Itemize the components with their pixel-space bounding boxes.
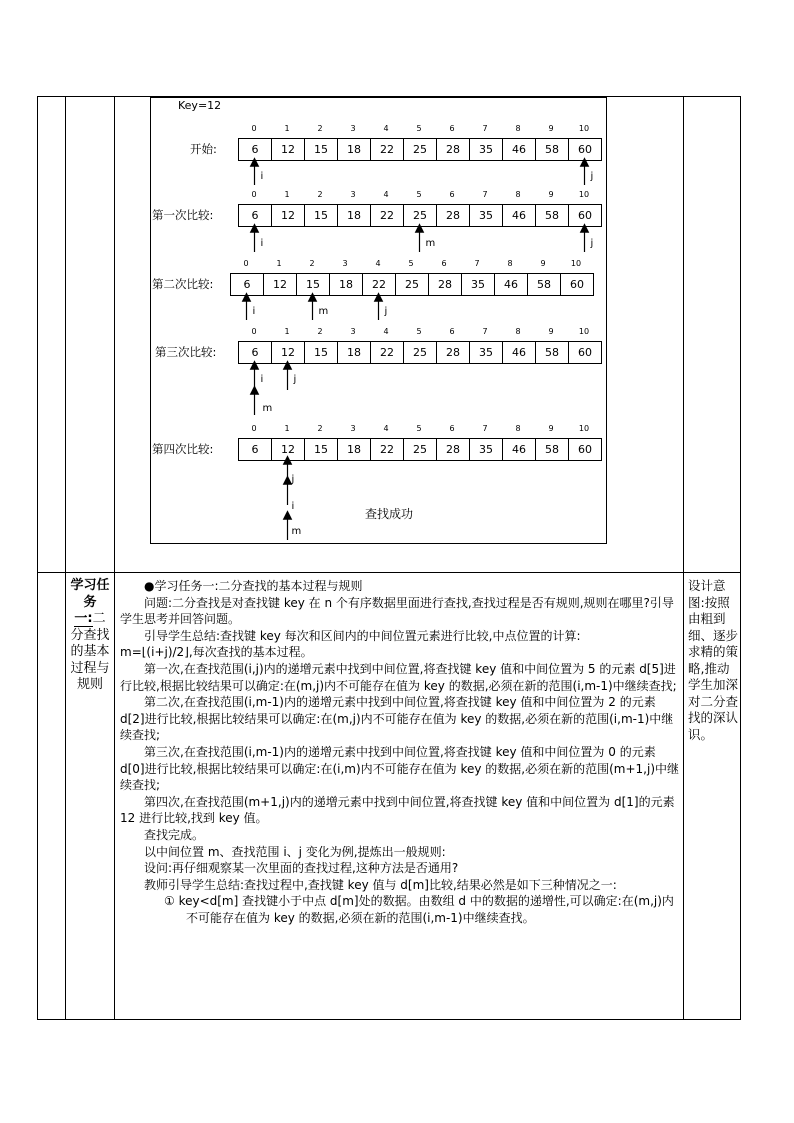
array-cell: 25	[404, 205, 437, 227]
array-cell: 28	[437, 205, 470, 227]
pointer-label: j	[293, 374, 297, 385]
row-label: 开始:	[190, 142, 217, 156]
success-label: 查找成功	[365, 507, 414, 521]
array-cell: 35	[470, 205, 503, 227]
paragraph-summary: 引导学生总结:查找键 key 每次和区间内的中间位置元素进行比较,中点位置的计算:	[144, 628, 581, 643]
index-label: 2	[317, 327, 323, 336]
index-label: 9	[548, 424, 554, 433]
array-cell: 28	[429, 274, 462, 296]
index-label: 2	[317, 124, 323, 133]
index-label: 1	[284, 190, 290, 199]
array-cell: 25	[404, 439, 437, 461]
array-cell: 22	[371, 439, 404, 461]
array-cell: 25	[404, 139, 437, 161]
array-cell: 35	[462, 274, 495, 296]
index-label: 3	[350, 424, 356, 433]
index-label: 0	[251, 327, 257, 336]
index-label: 8	[507, 259, 513, 268]
task-label-bold: 学习任务	[70, 578, 110, 610]
index-label: 8	[515, 124, 521, 133]
array-cell: 28	[437, 139, 470, 161]
index-label: 3	[350, 190, 356, 199]
index-label: 9	[548, 327, 554, 336]
array-cell: 28	[437, 342, 470, 364]
pointer-label: j	[590, 171, 594, 182]
index-label: 5	[408, 259, 414, 268]
array-cell: 15	[305, 139, 338, 161]
array-cell: 12	[272, 439, 305, 461]
array-cell: 35	[470, 342, 503, 364]
index-label: 7	[474, 259, 480, 268]
array-cell: 46	[503, 139, 536, 161]
index-label: 7	[482, 124, 488, 133]
index-label: 3	[350, 327, 356, 336]
index-label: 5	[416, 424, 422, 433]
array-cell: 35	[470, 139, 503, 161]
pointer-label: m	[262, 403, 273, 414]
array-cell: 18	[338, 205, 371, 227]
array-cell: 18	[338, 139, 371, 161]
index-label: 7	[482, 190, 488, 199]
array-cell: 25	[396, 274, 429, 296]
array-cell: 60	[569, 439, 602, 461]
index-label: 10	[570, 259, 582, 268]
array-cell: 46	[503, 342, 536, 364]
array-cell: 6	[239, 439, 272, 461]
array-cell: 60	[569, 139, 602, 161]
index-label: 6	[449, 327, 455, 336]
paragraph-teacher: 教师引导学生总结:查找过程中,查找键 key 值与 d[m]比较,结果必然是如下三种情况之一:	[144, 877, 617, 892]
index-label: 6	[449, 190, 455, 199]
index-label: 1	[284, 124, 290, 133]
index-label: 10	[578, 124, 590, 133]
index-label: 4	[383, 327, 389, 336]
array-cell: 15	[305, 439, 338, 461]
index-label: 8	[515, 190, 521, 199]
index-label: 4	[383, 424, 389, 433]
index-label: 2	[317, 424, 323, 433]
index-label: 0	[243, 259, 249, 268]
array-cell: 22	[371, 342, 404, 364]
index-label: 10	[578, 327, 590, 336]
array-cell: 58	[536, 439, 569, 461]
row-label: 第二次比较:	[152, 277, 214, 291]
pointer-label: j	[590, 238, 594, 249]
pointer-label: i	[291, 501, 295, 512]
index-label: 6	[449, 424, 455, 433]
pointer-label: i	[260, 374, 264, 385]
index-label: 8	[515, 424, 521, 433]
array-cell: 6	[231, 274, 264, 296]
array-cell: 22	[363, 274, 396, 296]
pointer-label: j	[384, 306, 388, 317]
array-cell: 22	[371, 139, 404, 161]
array-cell: 58	[536, 342, 569, 364]
index-label: 7	[482, 327, 488, 336]
row-label: 第一次比较:	[152, 208, 214, 222]
row-label: 第四次比较:	[152, 442, 214, 456]
array-cell: 46	[503, 205, 536, 227]
array-cell: 12	[272, 139, 305, 161]
index-label: 1	[276, 259, 282, 268]
paragraph-case1: ① key<d[m] 查找键小于中点 d[m]处的数据。由数组 d 中的数据的递增性,可以确定:在(m,j)内不可能存在值为 key 的数据,必须在新的范围(i,m-1)中继续查找。	[164, 894, 674, 925]
array-cell: 58	[528, 274, 561, 296]
index-label: 5	[416, 327, 422, 336]
task-label	[68, 578, 112, 694]
array-cell: 18	[338, 342, 371, 364]
pointer-label: i	[260, 238, 264, 249]
index-label: 5	[416, 190, 422, 199]
index-label: 0	[251, 190, 257, 199]
array-cell: 15	[305, 342, 338, 364]
key-label: Key=12	[178, 99, 222, 112]
index-label: 4	[375, 259, 381, 268]
index-label: 7	[482, 424, 488, 433]
paragraph-second: 第二次,在查找范围(i,m-1)内的递增元素中找到中间位置,将查找键 key 值和中间位置为 2 的元素 d[2]进行比较,根据比较结果可以确定:在(m,j)内不可能存在值为 key 的数据,必须在新的范围(i,m-1)中继续查找;	[120, 695, 674, 743]
array-cell: 15	[305, 205, 338, 227]
array-cell: 12	[272, 205, 305, 227]
index-label: 5	[416, 124, 422, 133]
index-label: 0	[251, 124, 257, 133]
index-label: 9	[548, 190, 554, 199]
index-label: 2	[309, 259, 315, 268]
index-label: 2	[317, 190, 323, 199]
paragraph-formula: m=⌊(i+j)/2⌋,每次查找的基本过程。	[120, 645, 313, 660]
paragraph-fourth: 第四次,在查找范围(m+1,j)内的递增元素中找到中间位置,将查找键 key 值和中间位置为 d[1]的元素 12 进行比较,找到 key 值。	[120, 794, 675, 826]
task-label-rest: 二分查找的基本过程与规则	[70, 611, 110, 692]
paragraph-done: 查找完成。	[144, 827, 205, 842]
index-label: 3	[350, 124, 356, 133]
index-label: 6	[449, 124, 455, 133]
paragraph-rule: 以中间位置 m、查找范围 i、j 变化为例,提炼出一般规则:	[144, 844, 446, 859]
index-label: 3	[342, 259, 348, 268]
paragraph-third: 第三次,在查找范围(i,m-1)内的递增元素中找到中间位置,将查找键 key 值和中间位置为 0 的元素 d[0]进行比较,根据比较结果可以确定:在(i,m)内不可能存在值为 key 的数据,必须在新的范围(m+1,j)中继续查找;	[120, 744, 680, 793]
paragraph-question: 问题:二分查找是对查找键 key 在 n 个有序数据里面进行查找,查找过程是否有规则,规则在哪里?引导学生思考并回答问题。	[120, 595, 674, 627]
table-bottom-border	[37, 1019, 741, 1020]
pointer-label: j	[291, 474, 295, 485]
array-cell: 12	[272, 342, 305, 364]
pointer-label: m	[291, 526, 302, 537]
design-intent-note: 设计意图:按照由粗到细、逐步求精的策略,推动学生加深对二分查找的深认识。	[688, 578, 739, 742]
index-label: 9	[548, 124, 554, 133]
array-cell: 46	[495, 274, 528, 296]
index-label: 10	[578, 424, 590, 433]
index-label: 4	[383, 190, 389, 199]
table-row-divider	[37, 572, 741, 573]
paragraph-first: 第一次,在查找范围(i,j)内的递增元素中找到中间位置,将查找键 key 值和中间位置为 5 的元素 d[5]进行比较,根据比较结果可以确定:在(m,j)内不可能存在值为 key 的数据,必须在新的范围(i,m-1)中继续查找;	[120, 661, 677, 693]
array-cell: 60	[561, 274, 594, 296]
index-label: 6	[441, 259, 447, 268]
pointer-label: m	[318, 306, 329, 317]
index-label: 1	[284, 327, 290, 336]
array-cell: 60	[569, 342, 602, 364]
index-label: 10	[578, 190, 590, 199]
main-content	[120, 578, 680, 926]
index-label: 9	[540, 259, 546, 268]
index-label: 4	[383, 124, 389, 133]
index-label: 0	[251, 424, 257, 433]
array-cell: 58	[536, 205, 569, 227]
array-cell: 60	[569, 205, 602, 227]
array-cell: 22	[371, 205, 404, 227]
task-title: ●学习任务一:二分查找的基本过程与规则	[144, 579, 363, 593]
index-label: 1	[284, 424, 290, 433]
array-cell: 58	[536, 139, 569, 161]
row-label: 第三次比较:	[155, 345, 217, 359]
array-cell: 6	[239, 139, 272, 161]
pointer-label: m	[425, 238, 436, 249]
array-cell: 18	[330, 274, 363, 296]
array-cell: 6	[239, 342, 272, 364]
pointer-arrows	[0, 0, 794, 560]
task-label-prefix: 一:	[74, 611, 93, 626]
array-cell: 6	[239, 205, 272, 227]
index-label: 8	[515, 327, 521, 336]
array-cell: 46	[503, 439, 536, 461]
array-cell: 18	[338, 439, 371, 461]
array-cell: 25	[404, 342, 437, 364]
pointer-label: i	[252, 306, 256, 317]
paragraph-question2: 设问:再仔细观察某一次里面的查找过程,这种方法是否通用?	[144, 861, 459, 876]
array-cell: 15	[297, 274, 330, 296]
array-cell: 28	[437, 439, 470, 461]
array-cell: 35	[470, 439, 503, 461]
array-cell: 12	[264, 274, 297, 296]
pointer-label: i	[260, 171, 264, 182]
